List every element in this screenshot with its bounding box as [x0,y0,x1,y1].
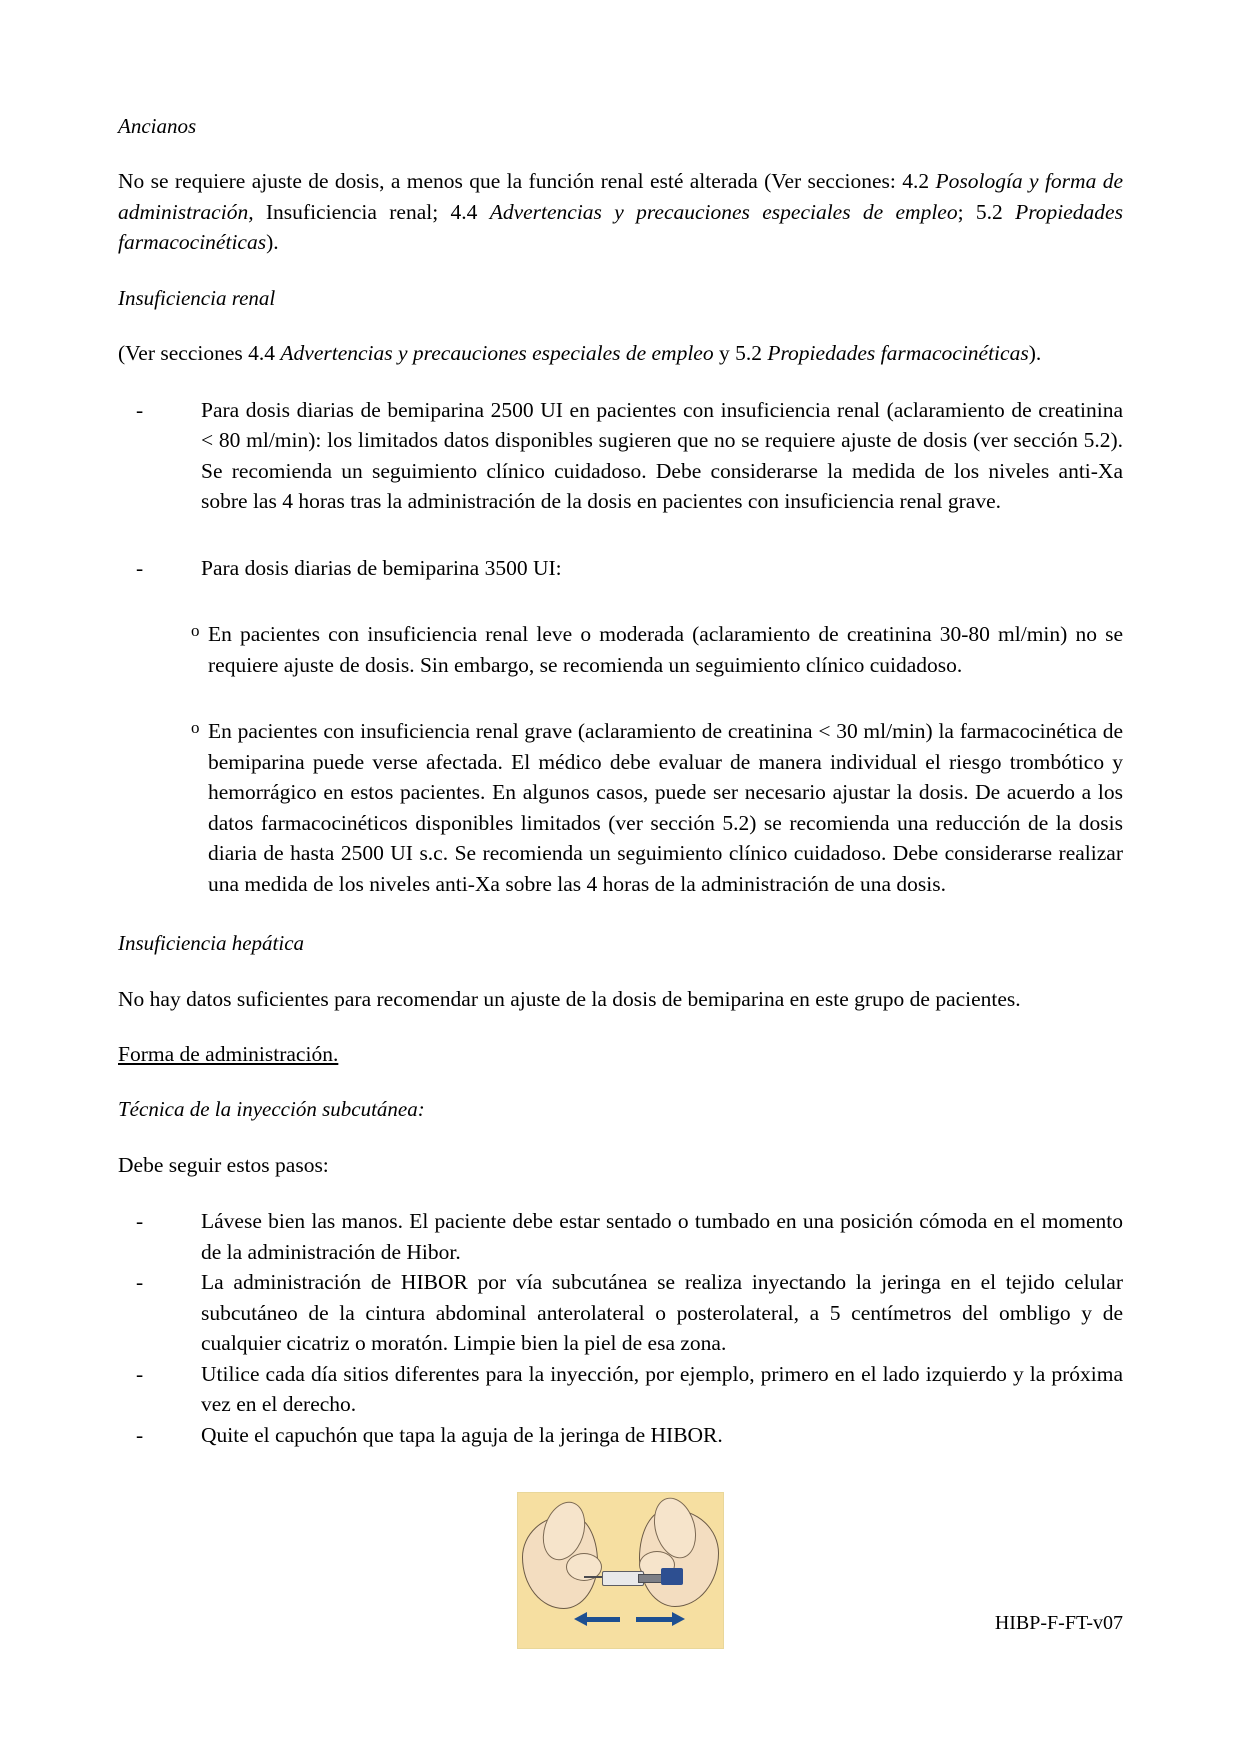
spacer [118,899,1123,929]
spacer [118,1069,1123,1095]
syringe-cap [661,1568,683,1585]
heading-insuficiencia-renal: Insuficiencia renal [118,285,276,310]
renal-text-3: ). [1028,341,1042,366]
list-injection-steps [118,1206,1123,1450]
ancianos-italic-2: Advertencias y precauciones especiales de empleo [489,199,958,224]
spacer [118,680,1123,716]
heading-ancianos: Ancianos [118,114,197,138]
list-item: - Lávese bien las manos. El paciente debe estar sentado o tumbado en una posición cómoda en el momento de la administración de Hibor. [118,1206,1123,1267]
syringe-cap-removal-illustration [517,1492,724,1649]
renal-italic-2: Propiedades farmacocinéticas [767,341,1029,366]
arrow-right-head [672,1612,685,1626]
list-item: - La administración de HIBOR por vía subcutánea se realiza inyectando la jeringa en el tejido celular subcutáneo de la cintura abdominal anterolateral o posterolateral, a 5 centímetros del ombligo y de cualquier cicatriz o moratón. Limpie bien la piel de esa zona. [118,1267,1123,1359]
ancianos-italic-3: Propiedades farmacocinéticas [118,199,1123,255]
spacer [118,958,1123,984]
renal-text-2: y 5.2 [713,341,768,366]
paragraph-ancianos [118,166,1123,258]
figure-container [118,1492,1123,1649]
paragraph-insuficiencia-hepatica: No hay datos suficientes para recomendar un ajuste de la dosis de bemiparina en este grupo de pacientes. [118,986,1021,1011]
spacer [118,517,1123,553]
arrow-left-line [582,1617,620,1622]
paragraph-pasos-intro: Debe seguir estos pasos: [118,1152,329,1177]
list-item: - Quite el capuchón que tapa la aguja de la jeringa de HIBOR. [118,1420,1123,1451]
spacer [118,258,1123,284]
sublist-renal-leve-moderada [118,619,1123,680]
spacer [118,1014,1123,1040]
spacer [118,369,1123,395]
heading-insuficiencia-hepatica: Insuficiencia hepática [118,931,305,956]
subheading-tecnica-inyeccion: Técnica de la inyección subcutánea: [118,1097,425,1122]
list-renal-doses-3500 [118,553,1123,584]
ancianos-text-4: ). [266,230,279,255]
list-item: - Utilice cada día sitios diferentes para la inyección, por ejemplo, primero en el lado izquierdo y la próxima vez en el derecho. [118,1359,1123,1420]
ancianos-italic-1: Posología y forma de administración, [118,169,1123,224]
list-item: - Para dosis diarias de bemiparina 3500 UI: [118,553,1123,584]
list-item: o En pacientes con insuficiencia renal leve o moderada (aclaramiento de creatinina 30-80 ml/min) no se requiere ajuste de dosis. Sin embargo, se recomienda un seguimiento clínico cuidadoso. [118,619,1123,680]
ancianos-text-2: Insuficiencia renal; 4.4 [253,199,490,224]
list-item: o En pacientes con insuficiencia renal grave (aclaramiento de creatinina < 30 ml/min) la farmacocinética de bemiparina puede verse afectada. El médico debe evaluar de manera individual el riesgo trombótico y hemorrágico en estos pacientes. En algunos casos, puede ser necesario ajustar la dosis. De acuerdo a los datos farmacocinéticos disponibles limitados (ver sección 5.2) se recomienda una reducción de la dosis diaria de hasta 2500 UI s.c. Se recomienda un seguimiento clínico cuidadoso. Debe considerarse realizar una medida de los niveles anti-Xa sobre las 4 horas de la administración de una dosis. [118,716,1123,899]
sublist-renal-grave [118,716,1123,899]
arrow-right-line [636,1617,674,1622]
ancianos-text-3: ; 5.2 [957,199,1016,224]
page-content [118,112,1123,1649]
paragraph-insuficiencia-renal-intro [118,338,1123,369]
list-renal-doses [118,395,1123,517]
spacer [118,583,1123,619]
footer-document-code: HIBP-F-FT-v07 [994,1612,1123,1634]
ancianos-text-1: No se requiere ajuste de dosis, a menos que la función renal esté alterada (Ver secciones: 4.2 [118,169,936,194]
list-item: - Para dosis diarias de bemiparina 2500 UI en pacientes con insuficiencia renal (aclaramiento de creatinina < 80 ml/min): los limitados datos disponibles sugieren que no se requiere ajuste de dosis (ver sección 5.2). Se recomienda un seguimiento clínico cuidadoso. Debe considerarse la medida de los niveles anti-Xa sobre las 4 horas tras la administración de la dosis en pacientes con insuficiencia renal grave. [118,395,1123,517]
spacer [118,1180,1123,1206]
heading-forma-administracion: Forma de administración. [118,1042,339,1067]
spacer [118,312,1123,338]
renal-italic-1: Advertencias y precauciones especiales de empleo [280,341,714,366]
renal-text-1: (Ver secciones 4.4 [118,341,281,366]
spacer [118,140,1123,166]
syringe-needle [584,1576,604,1578]
spacer [118,1124,1123,1150]
